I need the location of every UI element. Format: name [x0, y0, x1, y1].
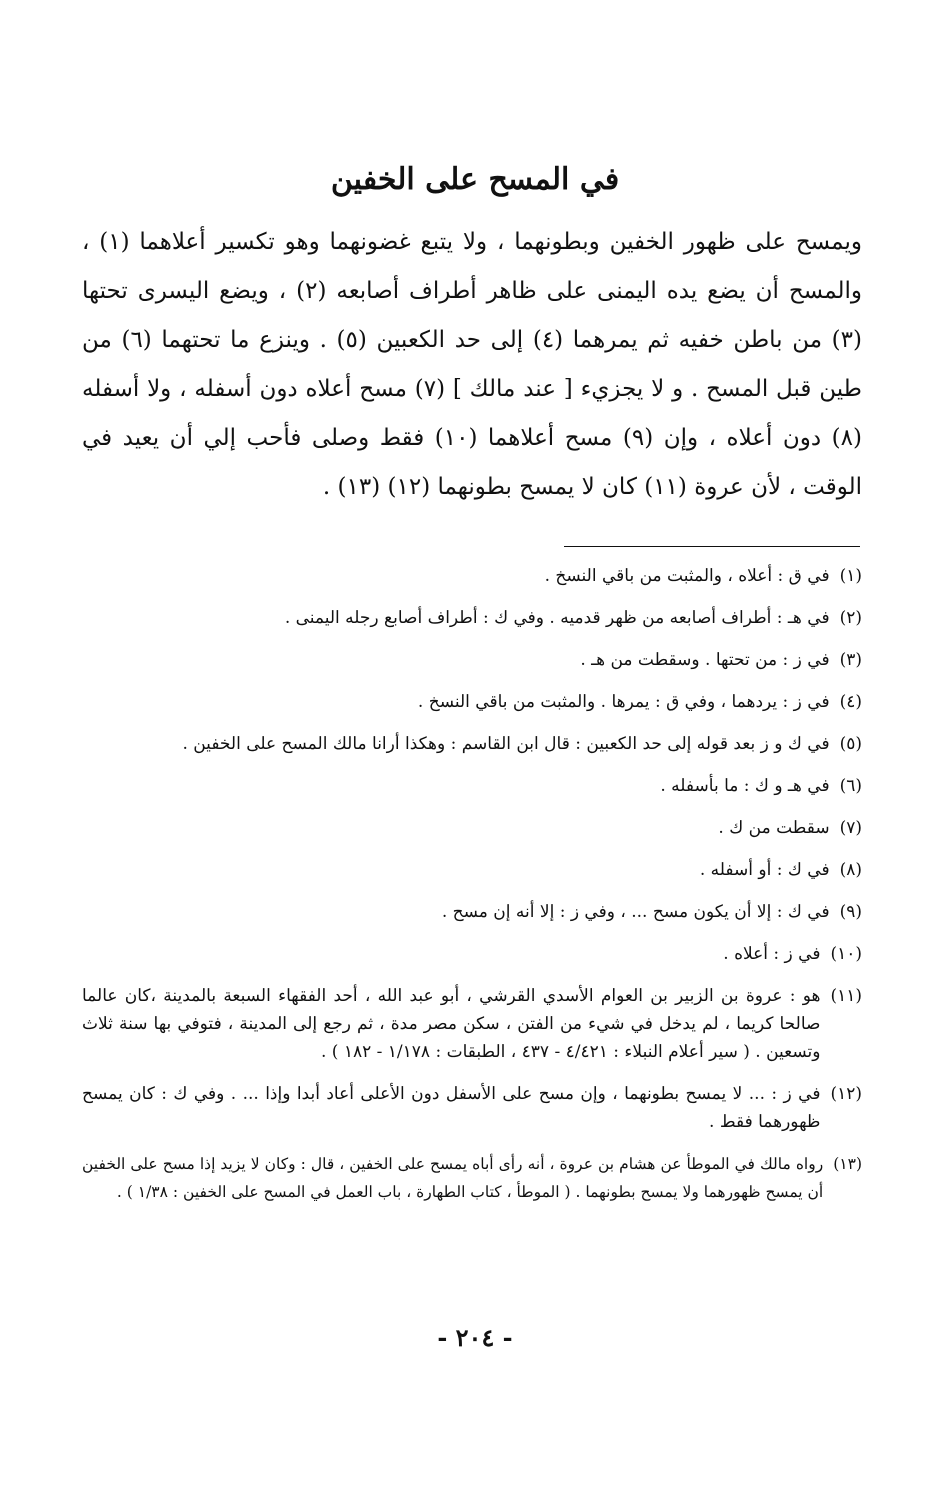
footnote-divider [564, 546, 860, 547]
footnote-number: (١٢) [830, 1084, 862, 1104]
footnote-number: (٤) [839, 692, 862, 712]
footnote-13 [82, 1150, 862, 1206]
footnote-number: (١٠) [830, 944, 862, 964]
footnote-number: (١٣) [833, 1155, 862, 1173]
footnote-text: في ك : إلا أن يكون مسح ... ، وفي ز : إلا أنه إن مسح . [441, 902, 830, 922]
footnote-number: (١١) [830, 986, 862, 1006]
footnote-7 [82, 814, 862, 842]
main-text [82, 218, 862, 512]
footnote-text: في ز : يردهما ، وفي ق : يمرها . والمثبت من باقي النسخ . [417, 692, 830, 712]
footnote-text: سقطت من ك . [718, 818, 830, 838]
footnote-number: (٨) [839, 860, 862, 880]
section-title: في المسح على الخفين [330, 162, 620, 197]
footnote-number: (٥) [839, 734, 862, 754]
footnote-8 [82, 856, 862, 884]
footnote-text: في ز : من تحتها . وسقطت من هـ . [580, 650, 830, 670]
footnote-text: في ك و ز بعد قوله إلى حد الكعبين : قال ابن القاسم : وهكذا أرانا مالك المسح على الخفين . [182, 734, 830, 754]
footnote-11 [82, 982, 862, 1066]
footnote-text: في ق : أعلاه ، والمثبت من باقي النسخ . [544, 566, 830, 586]
footnote-number: (٣) [839, 650, 862, 670]
footnote-number: (٩) [839, 902, 862, 922]
footnote-text: رواه مالك في الموطأ عن هشام بن عروة ، أنه رأى أباه يمسح على الخفين ، قال : وكان لا يزيد إذا مسح على الخفين أن يمسح ظهورهما ولا يمسح بطونهما . ( الموطأ ، كتاب الطهارة ، باب العمل في المسح على الخفين : ١/٣٨ ) . [82, 1155, 824, 1201]
footnote-number: (٧) [839, 818, 862, 838]
footnote-text: هو : عروة بن الزبير بن العوام الأسدي القرشي ، أبو عبد الله ، أحد الفقهاء السبعة بالمدينة ،كان عالما صالحا كريما ، لم يدخل في شيء من الفتن ، سكن مصر مدة ، ثم رجع إلى المدينة ، فتوفي بها سنة ثلاث وتسعين . ( سير أعلام النبلاء : ٤/٤٢١ - ٤٣٧ ، الطبقات : ١/١٧٨ - ١٨٢ ) . [82, 986, 821, 1062]
footnote-6 [82, 772, 862, 800]
footnote-9 [82, 898, 862, 926]
footnote-text: في هـ : أطراف أصابعه من ظهر قدميه . وفي ك : أطراف أصابع رجله اليمنى . [284, 608, 830, 628]
footnote-text: في ك : أو أسفله . [699, 860, 830, 880]
footnote-number: (٢) [839, 608, 862, 628]
page-number: - ٢٠٤ - [437, 1323, 513, 1352]
footnotes-list [82, 562, 862, 1220]
footnote-text: في ز : ... لا يمسح بطونهما ، وإن مسح على الأسفل دون الأعلى أعاد أبدا وإذا ... . وفي ك : كان يمسح ظهورهما فقط . [82, 1084, 821, 1132]
footnote-10 [82, 940, 862, 968]
body-paragraph: ويمسح على ظهور الخفين وبطونهما ، ولا يتبع غضونهما وهو تكسير أعلاهما (١) ، والمسح أن يضع يده اليمنى على ظاهر أطراف أصابعه (٢) ، ويضع اليسرى تحتها (٣) من باطن خفيه ثم يمرهما (٤) إلى حد الكعبين (٥) . وينزع ما تحتهما (٦) من طين قبل المسح . و لا يجزيء [ عند مالك ] (٧) مسح أعلاه دون أسفله ، ولا أسفله (٨) دون أعلاه ، وإن (٩) مسح أعلاهما (١٠) فقط وصلى فأحب إلي أن يعيد في الوقت ، لأن عروة (١١) كان لا يمسح بطونهما (١٢) (١٣) . [82, 229, 863, 500]
footnote-1 [82, 562, 862, 590]
footnote-text: في هـ و ك : ما بأسفله . [660, 776, 830, 796]
footnote-number: (١) [839, 566, 862, 586]
footnote-12 [82, 1080, 862, 1136]
footnote-3 [82, 646, 862, 674]
footnote-4 [82, 688, 862, 716]
footnote-5 [82, 730, 862, 758]
footnote-2 [82, 604, 862, 632]
footnote-number: (٦) [839, 776, 862, 796]
footnote-text: في ز : أعلاه . [723, 944, 821, 964]
